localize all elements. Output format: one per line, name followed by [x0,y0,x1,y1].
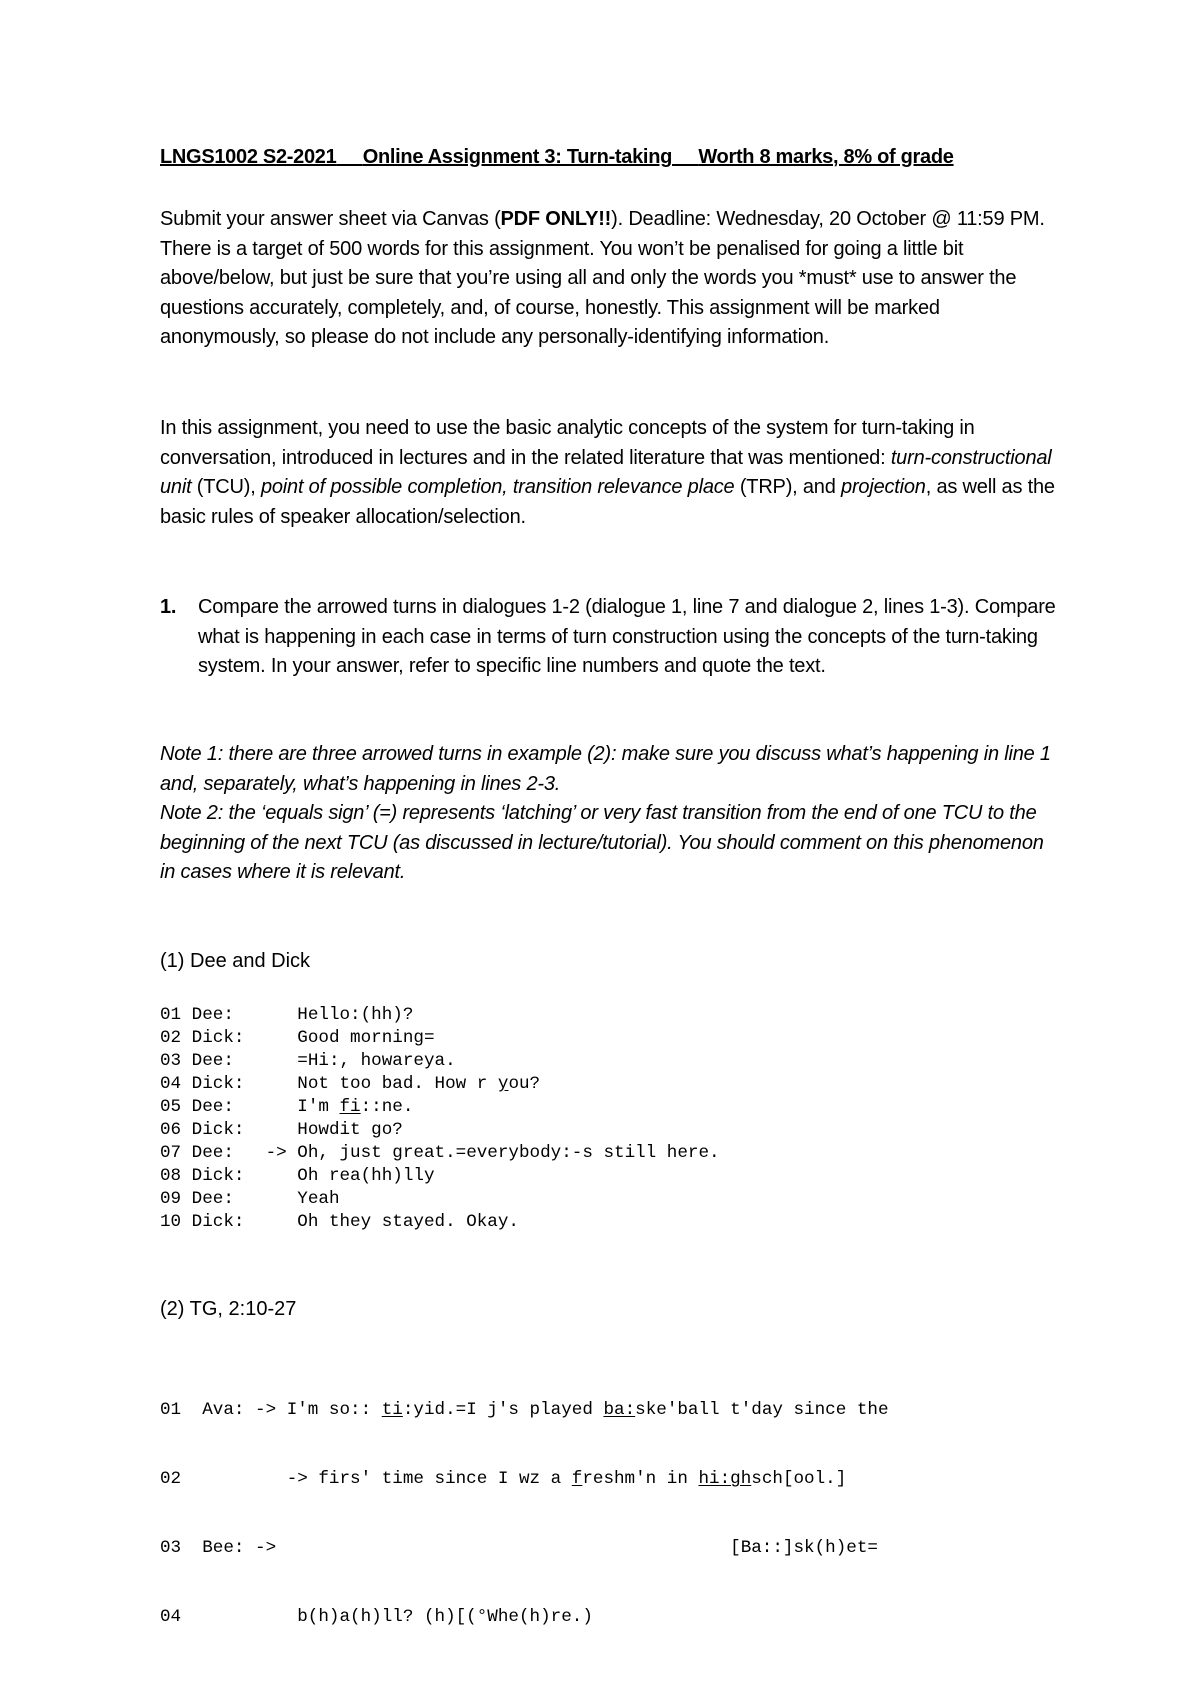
note-2: Note 2: the ‘equals sign’ (=) represents ‘latching’ or very fast transition from the end of one TCU to the beginning of the next TCU (as discussed in lecture/tutorial). You should comment on this phenomenon in cases where it is relevant. [160,802,1044,883]
course-code: LNGS1002 S2-2021 [160,146,337,168]
transcript-line: 03 Dee: =Hi:, howareya. [160,1051,456,1071]
transcript-1 [160,1004,720,1234]
transcript-line: 04 b(h)a(h)ll? (h)[(°Whe(h)re.) [160,1607,593,1627]
assignment-name: Online Assignment 3: Turn-taking [362,146,673,168]
transcript-line: 01 Ava: -> I'm so:: ti:yid.=I j's played ba:ske'ball t'day since the [160,1400,889,1420]
concepts-paragraph: In this assignment, you need to use the basic analytic concepts of the system for turn-taking in conversation, introduced in lectures and in the related literature that was mentioned: turn-constructional unit (TCU), point of possible completion, transition relevance place (TRP), and projection, as well as the basic rules of speaker allocation/selection. [160,417,1055,528]
document-title [160,146,954,169]
transcript-line: 05 Dee: I'm fi::ne. [160,1097,414,1117]
transcript-2 [160,1353,889,1675]
transcript-line: 10 Dick: Oh they stayed. Okay. [160,1212,519,1232]
term-tcu: turn-constructional unit [160,446,1052,498]
transcript-line: 09 Dee: Yeah [160,1189,340,1209]
example-2-title: (2) TG, 2:10-27 [160,1298,297,1320]
transcript-line: 02 -> firs' time since I wz a freshm'n in hi:ghsch[ool.] [160,1469,847,1489]
transcript-line: 01 Dee: Hello:(hh)? [160,1005,414,1025]
term-projection: projection [841,476,926,498]
transcript-line: 02 Dick: Good morning= [160,1028,435,1048]
assignment-worth: Worth 8 marks, 8% of grade [698,146,954,168]
pdf-only-note: PDF ONLY!! [500,208,612,230]
transcript-line: 06 Dick: Howdit go? [160,1120,403,1140]
notes [160,740,1060,888]
question-1 [160,593,1060,682]
note-1: Note 1: there are three arrowed turns in example (2): make sure you discuss what’s happening in line 1 and, separately, what’s happening in lines 2-3. [160,743,1051,795]
question-text: Compare the arrowed turns in dialogues 1-2 (dialogue 1, line 7 and dialogue 2, lines 1-3). Compare what is happening in each case in terms of turn construction using the concepts of the turn-taking system. In your answer, refer to specific line numbers and quote the text. [198,596,1056,677]
transcript-line: 07 Dee: -> Oh, just great.=everybody:-s still here. [160,1143,720,1163]
transcript-line: 03 Bee: -> [Ba::]sk(h)et= [160,1538,878,1558]
submission-instructions: Submit your answer sheet via Canvas (PDF ONLY!!). Deadline: Wednesday, 20 October @ 11:59 PM. There is a target of 500 words for this assignment. You won’t be penalised for going a little bit above/below, but just be sure that you’re using all and only the words you *must* use to answer the questions accurately, completely, and, of course, honestly. This assignment will be marked anonymously, so please do not include any personally-identifying information. [160,208,1045,348]
transcript-line: 08 Dick: Oh rea(hh)lly [160,1166,435,1186]
question-number: 1. [160,596,177,618]
example-1-title: (1) Dee and Dick [160,950,311,972]
term-ppc-trp: point of possible completion, transition relevance place [260,476,735,498]
transcript-line: 04 Dick: Not too bad. How r you? [160,1074,541,1094]
